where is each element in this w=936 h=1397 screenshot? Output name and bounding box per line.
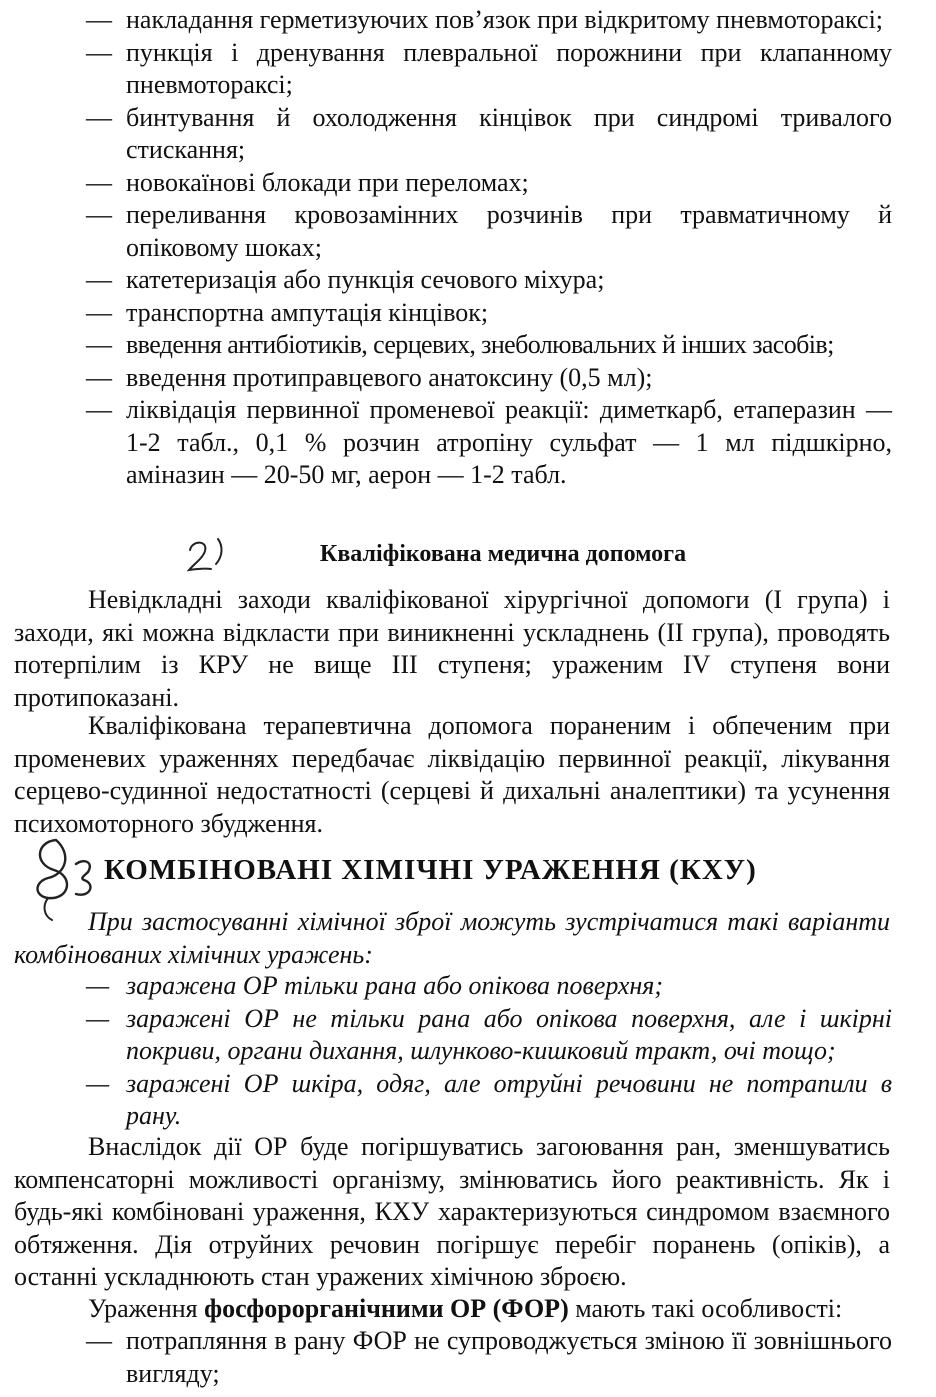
list-item (86, 394, 892, 492)
list-dash: — (86, 1326, 112, 1355)
list-item-text: переливання кровозамінних розчинів при травматичному й опіковому шоках; (126, 200, 892, 262)
list-item-text: пункція і дренування плевральної порожнини при клапанному пневмотораксі; (126, 37, 892, 99)
list-item-text: транспортна ампутація кінцівок; (126, 297, 489, 327)
list-dash: — (86, 297, 112, 327)
list-dash: — (86, 102, 112, 132)
list-item (86, 297, 892, 330)
list-item-text: введення протиправцевого анатоксину (0,5 мл); (126, 362, 653, 392)
list-dash: — (86, 395, 112, 424)
list-dash: — (86, 971, 110, 1000)
list-item (86, 167, 892, 200)
list-dash: — (86, 37, 112, 67)
list-item-text: бинтування й охолодження кінцівок при синдромі тривалого стискання; (126, 102, 892, 164)
list-dash: — (86, 5, 112, 34)
list-item (86, 199, 892, 264)
list-item-text: потрапляння в рану ФОР не супроводжується зміною її зовнішнього вигляду; (126, 1326, 892, 1388)
for-intro-paragraph (14, 1293, 890, 1326)
therapeutic-care-paragraph: Кваліфікована терапевтична допомога пораненим і обпеченим при променевих ураженнях передбачає ліквідацію первинної реакції, лікування серцево-судинної недостатності (серцеві й дихальні аналептики) та усунення психомоторного збудження. (14, 711, 890, 838)
for-intro-term: фосфорорганічними ОР (ФОР) (204, 1294, 569, 1323)
list-item (86, 1003, 892, 1068)
variants-list (86, 970, 892, 1133)
surgical-care-paragraph: Невідкладні заходи кваліфікованої хірургічної допомоги (І група) і заходи, які можна відкласти при виникненні ускладнень (ІІ група), проводять потерпілим із КРУ не вище ІІІ ступеня; ураженим IV ступеня вони протипоказані. (14, 585, 890, 712)
section-heading: КОМБІНОВАНІ ХІМІЧНІ УРАЖЕННЯ (КХУ) (104, 854, 757, 886)
qualified-care-heading: Кваліфікована медична допомога (319, 541, 687, 567)
list-item (86, 362, 892, 395)
list-item (86, 37, 892, 102)
list-item (86, 102, 892, 167)
list-item (86, 329, 892, 362)
list-dash: — (86, 265, 112, 294)
list-dash: — (86, 1003, 110, 1033)
list-item-text: заражені ОР не тільки рана або опікова поверхня, але і шкірні покриви, органи дихання, шлунково-кишковий тракт, очі тощо; (126, 1003, 892, 1065)
consequence-paragraph: Внаслідок дії ОР буде погіршуватись загоювання ран, зменшуватись компенсаторні можливості організму, змінюватись його реактивність. Як і будь-які комбіновані ураження, КХУ характеризуються синдромом взаємного обтяження. Дія отруйних речовин погіршує перебіг поранень (опіків), а останні ускладнюють стан уражених хімічною зброєю. (14, 1132, 890, 1291)
first-aid-measures-list (86, 4, 892, 492)
section-intro: При застосуванні хімічної зброї можуть зустрічатися такі варіанти комбінованих хімічних уражень: (14, 907, 890, 969)
list-item (86, 1325, 892, 1390)
list-dash: — (86, 362, 112, 392)
list-item-text: ліквідація первинної променевої реакції: диметкарб, етаперазин — 1-2 табл., 0,1 % розчин атропіну сульфат — 1 мл підшкірно, аміназин — 20-50 мг, аерон — 1-2 табл. (126, 395, 892, 489)
for-intro-suffix: мають такі особливості: (568, 1294, 843, 1323)
list-dash: — (86, 167, 112, 197)
list-item-text: введення антибіотиків, серцевих, знеболювальних й інших засобів; (126, 330, 834, 359)
list-item-text: накладання герметизуючих пов’язок при відкритому пневмотораксі; (126, 5, 884, 34)
for-intro-prefix: Ураження (88, 1294, 205, 1323)
list-dash: — (86, 200, 112, 229)
list-item-text: катетеризація або пункція сечового міхура; (126, 265, 605, 294)
list-item (86, 970, 892, 1003)
list-dash: — (86, 1068, 110, 1098)
list-dash: — (86, 330, 112, 359)
list-item (86, 1068, 892, 1133)
list-item-text: новокаїнові блокади при переломах; (126, 167, 529, 197)
list-item (86, 264, 892, 297)
list-item-text: заражена ОР тільки рана або опікова поверхня; (126, 971, 664, 1000)
list-item (86, 4, 892, 37)
list-item-text: заражені ОР шкіра, одяг, але отруйні речовини не потрапили в рану. (126, 1068, 892, 1130)
for-features-list (86, 1325, 892, 1390)
